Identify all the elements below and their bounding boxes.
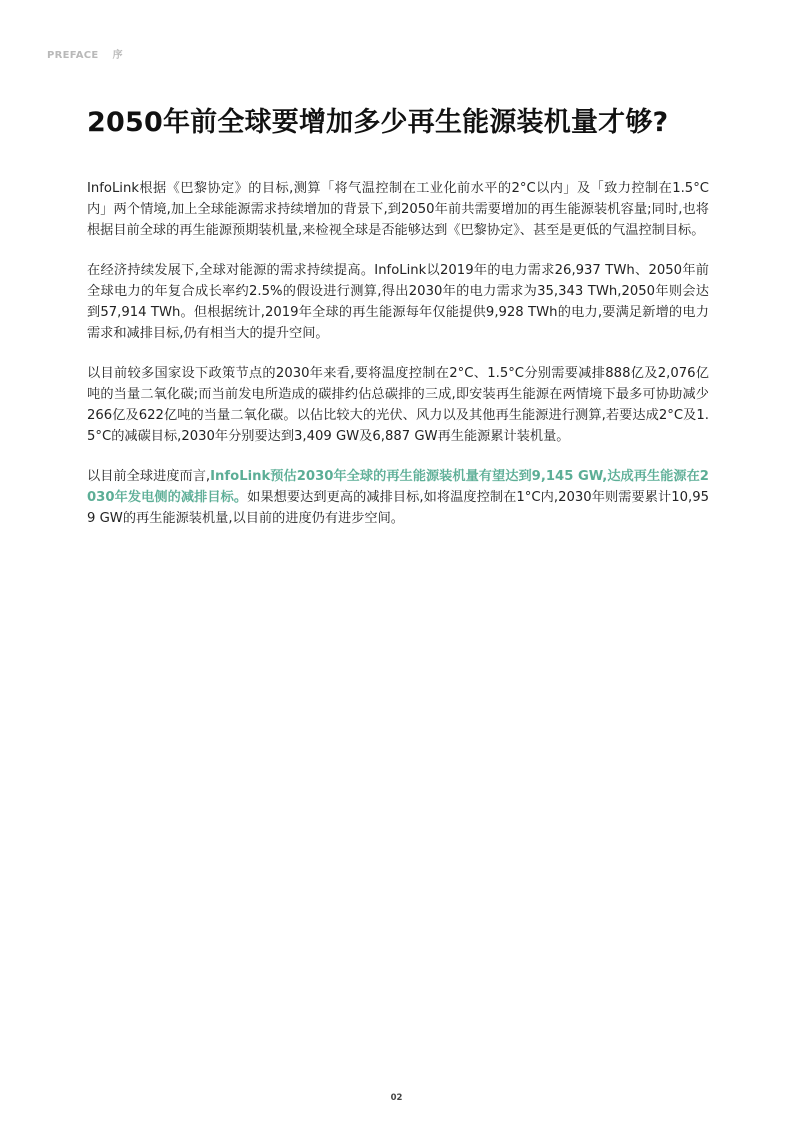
paragraph-1: InfoLink根据《巴黎协定》的目标,测算「将气温控制在工业化前水平的2°C以内」及「致力控制在1.5°C内」两个情境,加上全球能源需求持续增加的背景下,到2050年前共需要增加的再生能源装机容量;同时,也将根据目前全球的再生能源预期装机量,来检视全球是否能够达到《巴黎协定》、甚至是更低的气温控制目标。 [87,181,709,238]
section-label-zh: 序 [112,50,123,61]
paragraph-3: 以目前较多国家设下政策节点的2030年来看,要将温度控制在2°C、1.5°C分别需要减排888亿及2,076亿吨的当量二氧化碳;而当前发电所造成的碳排约佔总碳排的三成,即安装再生能源在两情境下最多可协助减少266亿及622亿吨的当量二氧化碳。以佔比较大的光伏、风力以及其他再生能源进行测算,若要达成2°C及1.5°C的减碳目标,2030年分别要达到3,409 GW及6,887 GW再生能源累计装机量。 [87,366,709,444]
section-header [47,46,123,61]
article-body [87,178,709,548]
page-title: 2050年前全球要增加多少再生能源装机量才够? [87,107,669,138]
paragraph-4-lead: 以目前全球进度而言, [87,469,211,484]
paragraph-4-tail: 如果想要达到更高的减排目标,如将温度控制在1°C内,2030年则需要累计10,959 GW的再生能源装机量,以目前的进度仍有进步空间。 [87,490,710,526]
paragraph-4 [87,466,709,529]
section-label-en: PREFACE [47,50,99,61]
paragraph-2: 在经济持续发展下,全球对能源的需求持续提高。InfoLink以2019年的电力需求26,937 TWh、2050年前全球电力的年复合成长率约2.5%的假设进行测算,得出2030年的电力需求为35,343 TWh,2050年则会达到57,914 TWh。但根据统计,2019年全球的再生能源每年仅能提供9,928 TWh的电力,要满足新增的电力需求和减排目标,仍有相当大的提升空间。 [87,263,709,341]
page-number: 02 [390,1093,403,1103]
paragraph-4-highlight: InfoLink预估2030年全球的再生能源装机量有望达到9,145 GW,达成再生能源在2030年发电侧的减排目标。 [87,469,709,505]
